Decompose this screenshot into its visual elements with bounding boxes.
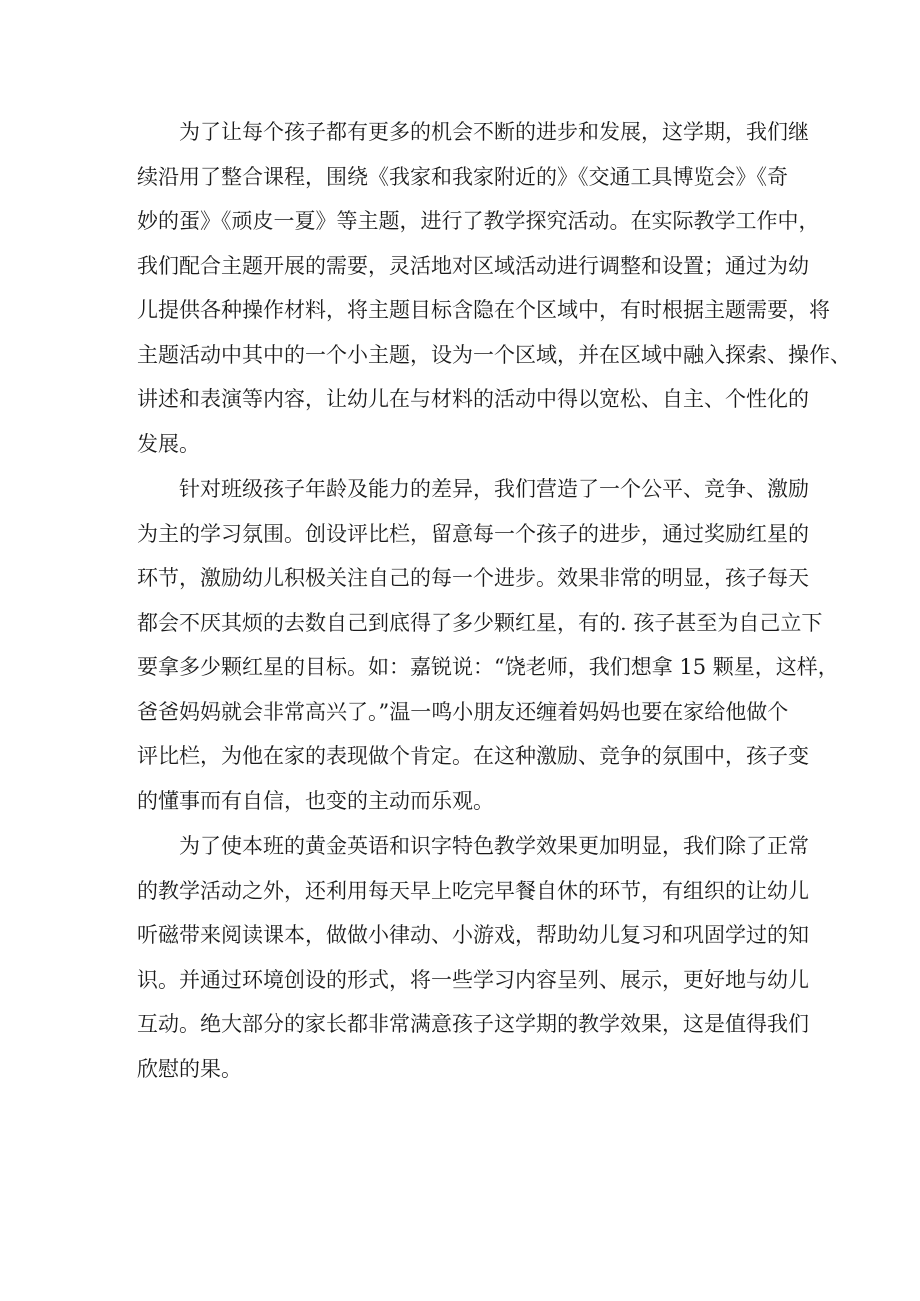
- text-line: 环节，激励幼儿积极关注自己的每一个进步。效果非常的明显，孩子每天: [137, 566, 809, 590]
- text-line: 为了让每个孩子都有更多的机会不断的进步和发展，这学期，我们继: [179, 120, 809, 144]
- text-line: 的教学活动之外，还利用每天早上吃完早餐自休的环节，有组织的让幼儿: [137, 878, 809, 903]
- paragraph-english-literacy: [137, 824, 809, 1091]
- text-line: 为了使本班的黄金英语和识字特色教学效果更加明显，我们除了正常: [179, 834, 809, 858]
- text-line: 我们配合主题开展的需要，灵活地对区域活动进行调整和设置；通过为幼: [137, 253, 809, 278]
- text-line: 发展。: [137, 431, 200, 456]
- text-line: 要拿多少颗红星的目标。如：嘉锐说：“饶老师，我们想拿 15 颗星，这样，: [137, 655, 839, 679]
- text-line: 为主的学习氛围。创设评比栏，留意每一个孩子的进步，通过奖励红星的: [137, 521, 809, 546]
- text-line: 听磁带来阅读课本，做做小律动、小游戏，帮助幼儿复习和巩固学过的知: [137, 923, 809, 947]
- text-line: 妙的蛋》《顽皮一夏》等主题，进行了教学探究活动。在实际教学工作中，: [137, 209, 820, 233]
- text-line: 针对班级孩子年龄及能力的差异，我们营造了一个公平、竞争、激励: [179, 477, 809, 501]
- text-line: 讲述和表演等内容，让幼儿在与材料的活动中得以宽松、自主、个性化的: [137, 387, 809, 411]
- text-line: 爸爸妈妈就会非常高兴了。”温一鸣小朋友还缠着妈妈也要在家给他做个: [137, 699, 789, 724]
- document-body: [137, 110, 851, 1091]
- paragraph-curriculum: [137, 110, 851, 466]
- text-line: 评比栏，为他在家的表现做个肯定。在这种激励、竞争的氛围中，孩子变: [137, 744, 809, 768]
- text-line: 主题活动中其中的一个小主题，设为一个区域，并在区域中融入探索、操作、: [137, 342, 851, 367]
- text-line: 都会不厌其烦的去数自己到底得了多少颗红星，有的. 孩子甚至为自己立下: [137, 610, 823, 635]
- text-line: 的懂事而有自信，也变的主动而乐观。: [137, 788, 494, 813]
- paragraph-motivation: [137, 467, 839, 823]
- text-line: 识。并通过环境创设的形式，将一些学习内容呈列、展示，更好地与幼儿: [137, 967, 809, 992]
- text-line: 续沿用了整合课程，围绕《我家和我家附近的》《交通工具博览会》《奇: [137, 164, 788, 189]
- text-line: 儿提供各种操作材料，将主题目标含隐在个区域中，有时根据主题需要，将: [137, 298, 830, 322]
- text-line: 欣慰的果。: [137, 1056, 242, 1081]
- text-line: 互动。绝大部分的家长都非常满意孩子这学期的教学效果，这是值得我们: [137, 1012, 809, 1036]
